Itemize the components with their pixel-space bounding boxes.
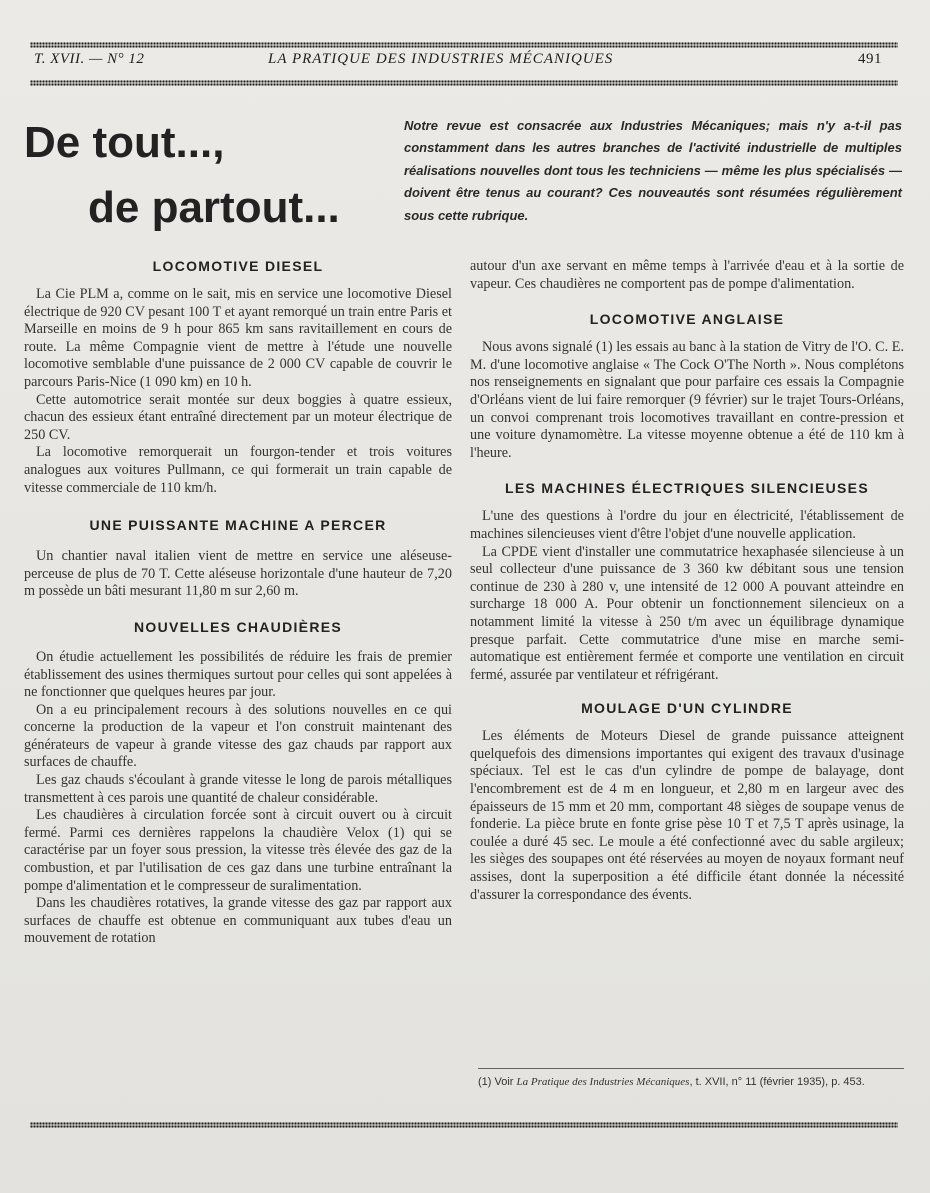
paragraph: On étudie actuellement les possibilités de réduire les frais de premier établissement des usines thermiques surtout pour celles qui sont appelées à ne fonctionner que quelques heures par jour.: [24, 648, 452, 701]
footnote-publication: La Pratique des Industries Mécaniques: [516, 1076, 690, 1088]
header-rule-top: [30, 42, 898, 48]
paragraph: Un chantier naval italien vient de mettre en service une aléseuse-perceuse de plus de 70 T. Cette aléseuse horizontale d'une hauteur de 7,20 m possède un bâti mesurant 11,80 m sur 2,60 m.: [24, 548, 452, 600]
right-column: [470, 258, 904, 904]
intro-paragraph: Notre revue est consacrée aux Industries Mécaniques; mais n'y a-t-il pas constamment dans les autres branches de l'activité industrielle de multiples réalisations nouvelles dont tous les techniciens — même les plus spécialisés — doivent être tenus au courant? Ces nouveautés sont résumées régulièrement sous cette rubrique.: [404, 118, 902, 223]
paragraph: Les éléments de Moteurs Diesel de grande puissance atteignent quelquefois des dimensions importantes qui exigent des travaux d'usinage spéciaux. Tel est le cas d'un cylindre de pompe de balayage, dont l'encombrement est de 4 m en longueur, et 2,80 m en largeur avec des épaisseurs de 15 mm et 20 mm, comportant 48 sièges de soupape venus de fonderie. La pièce brute en fonte grise pèse 10 T et 7,5 T après usinage, la coulée a duré 45 sec. Le moule a été confectionné avec du sable argileux; les sièges des soupapes ont été réservées au moyen de noyaux formant neuf assises, dont la superposition a été difficile étant donnée la nécessité d'assurer la correspondance des évents.: [470, 728, 904, 903]
paragraph: Nous avons signalé (1) les essais au banc à la station de Vitry de l'O. C. E. M. d'une locomotive anglaise « The Cock O'The North ». Nous complétons nos renseignements en signalant que pour parfaire ces essais la Compagnie d'Orléans vient de lui faire remorquer (9 février) sur le trajet Tours-Orléans, un convoi comprenant trois locomotives travaillant en contre-pression et une voiture dynamomètre. La vitesse moyenne obtenue a été de 110 km à l'heure.: [470, 339, 904, 461]
title-line-2: de partout...: [88, 183, 340, 232]
section-title: UNE PUISSANTE MACHINE A PERCER: [89, 517, 387, 534]
paragraph: Cette automotrice serait montée sur deux boggies à quatre essieux, chacun des essieux étant entraîné directement par un moteur électrique de 250 CV.: [24, 391, 452, 443]
footnote-prefix: (1) Voir: [478, 1076, 517, 1088]
paragraph: La CPDE vient d'installer une commutatrice hexaphasée silencieuse à un seul collecteur d'une puissance de 3 360 kw débitant sous une tension continue de 230 à 280 v, une intensité de 12 000 A pouvant atteindre en surcharge 18 000 A. Pour obtenir un fonctionnement silencieux on a notamment limité la vitesse à 250 t/m avec un équilibrage dynamique presque parfait. Cette commutatrice d'une mise en marche semi-automatique est entièrement fermée et comporte une ventilation en circuit fermé, assurée par ventilateur et réfrigérant.: [470, 543, 904, 683]
page-number: 491: [858, 51, 882, 67]
footnote-suffix: , t. XVII, n° 11 (février 1935), p. 453.: [689, 1076, 865, 1088]
footer-rule: [30, 1122, 898, 1128]
paragraph: Les chaudières à circulation forcée sont à circuit ouvert ou à circuit fermé. Parmi ces dernières rappelons la chaudière Velox (1) qui se caractérise par un foyer sous pression, la vitesse très élevée des gaz de la combustion, et par l'utilisation de ces gaz dans une turbine entraînant la pompe d'alimentation et le compresseur de suralimentation.: [24, 807, 452, 894]
section-title: NOUVELLES CHAUDIÈRES: [133, 618, 343, 635]
title-line-1: De tout...,: [24, 118, 225, 167]
section-title: LES MACHINES ÉLECTRIQUES SILENCIEUSES: [505, 480, 869, 497]
section-title: LOCOMOTIVE ANGLAISE: [589, 311, 785, 328]
paragraph: La locomotive remorquerait un fourgon-tender et trois voitures analogues aux voitures Pullmann, ce qui formerait un train capable de vitesse commerciale de 110 km/h.: [24, 444, 452, 496]
section-title: MOULAGE D'UN CYLINDRE: [581, 700, 793, 717]
volume-number: T. XVII. — N° 12: [34, 51, 145, 67]
paragraph: On a eu principalement recours à des solutions nouvelles en ce qui concerne la production de la vapeur et l'on construit maintenant des générateurs de vapeur à grande vitesse des gaz chauds par rapport aux surfaces de chauffe.: [24, 701, 452, 771]
intro-text: [404, 115, 902, 227]
paragraph: L'une des questions à l'ordre du jour en électricité, l'établissement de machines silencieuses vient d'être l'objet d'une nouvelle application.: [470, 508, 904, 542]
header-rule-bottom: [30, 80, 898, 86]
journal-title: LA PRATIQUE DES INDUSTRIES MÉCANIQUES: [268, 51, 614, 67]
left-column: [24, 258, 452, 948]
footnote: [478, 1075, 904, 1090]
continuation-paragraph: autour d'un axe servant en même temps à l'arrivée d'eau et à la sortie de vapeur. Ces chaudières ne comportent pas de pompe d'alimentation.: [470, 258, 904, 292]
paragraph: Dans les chaudières rotatives, la grande vitesse des gaz par rapport aux surfaces de chauffe est obtenue en communiquant aux tubes d'eau un mouvement de rotation: [24, 895, 452, 947]
paragraph: Les gaz chauds s'écoulant à grande vitesse le long de parois métalliques transmettent à ces parois une quantité de chaleur considérable.: [24, 772, 452, 806]
paragraph: La Cie PLM a, comme on le sait, mis en service une locomotive Diesel électrique de 920 CV pesant 100 T et ayant remorqué un train entre Paris et Marseille en moins de 9 h pour 865 km sans ravitaillement en cours de route. La même Compagnie vient de mettre à l'étude une nouvelle locomotive semblable d'une puissance de 2 000 CV capable de couvrir le parcours Paris-Nice (1 090 km) en 10 h.: [24, 286, 452, 390]
footnote-rule: [478, 1068, 904, 1069]
section-title: LOCOMOTIVE DIESEL: [152, 258, 324, 274]
